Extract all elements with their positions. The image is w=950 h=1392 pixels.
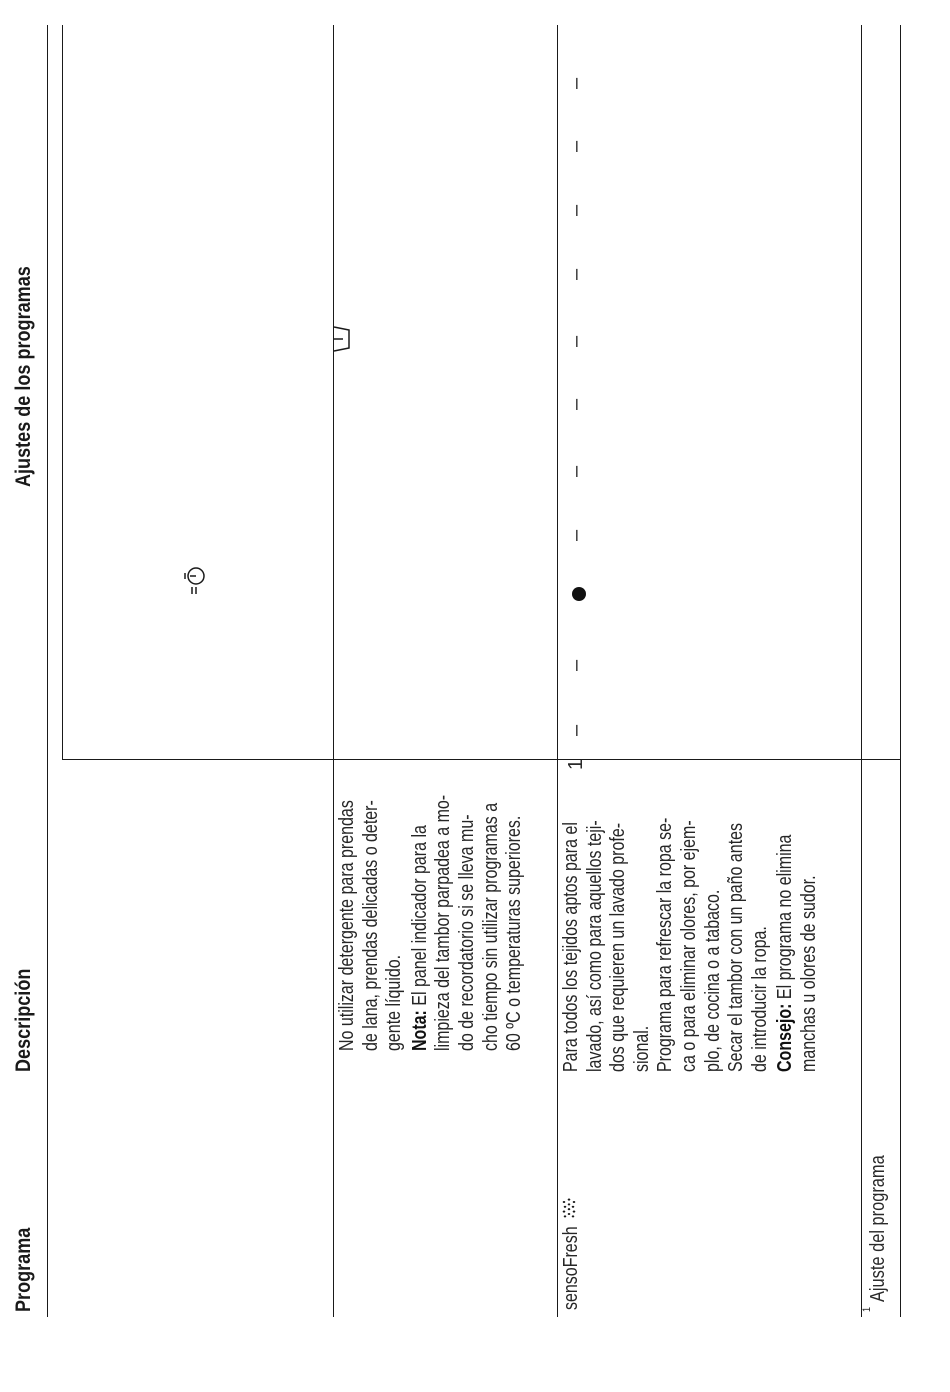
description-line: plo, de cocina o a tabaco. [701, 889, 724, 1072]
description-line: 60 ºC o temperaturas superiores. [503, 815, 526, 1051]
description-line: manchas u olores de sudor. [797, 875, 820, 1072]
footnote [861, 1155, 890, 1312]
description-line: Programa para refrescar la ropa se- [654, 817, 677, 1072]
description-line: lavado, así como para aquellos teji- [583, 820, 606, 1072]
description-line: dos que requieren un lavado profe- [607, 822, 630, 1072]
description-line: cho tiempo sin utilizar programas a [479, 802, 502, 1051]
setting-value: – [565, 204, 587, 216]
description-line: de introducir la ropa. [748, 926, 771, 1072]
rinse-icon [330, 324, 354, 354]
descripcion-header: Descripción [12, 968, 35, 1072]
description-line: Secar el tambor con un paño antes [725, 822, 748, 1072]
footnote-marker: 1 [861, 1306, 874, 1312]
description-line: do de recordatorio si se lleva mu- [455, 814, 478, 1051]
sensofresh-icon [562, 1198, 578, 1219]
setting-value: – [565, 140, 587, 152]
setting-value: 1 [565, 758, 587, 770]
row-divider [333, 25, 334, 1317]
description-line: No utilizar detergente para prendas [336, 800, 358, 1051]
settings-header-rule [62, 25, 63, 760]
description-line: de lana, prendas delicadas o deter- [359, 800, 382, 1051]
ajustes-header: Ajustes de los programas [12, 266, 35, 487]
nota-label: Nota: [408, 1010, 431, 1051]
table-bottom-rule [861, 25, 862, 1317]
consejo-line [774, 818, 798, 1072]
programa-header: Programa [12, 1227, 35, 1312]
nota-text: El panel indicador para la [408, 825, 431, 1011]
description-line: limpieza del tambor parpadea a mo- [432, 794, 455, 1051]
description-line: gente líquido. [383, 954, 406, 1051]
description-line: ca o para eliminar olores, por ejem- [677, 820, 700, 1072]
setting-value: – [565, 529, 587, 541]
setting-value: – [565, 398, 587, 410]
footnote-bottom-rule [900, 25, 901, 1317]
description-line: Para todos los tejidos aptos para el [560, 822, 582, 1072]
description-line: sional. [630, 1025, 653, 1072]
top-rule [47, 25, 48, 1317]
speed-timer-icon [182, 562, 208, 596]
program-name-sensofresh [560, 1198, 584, 1310]
program-name: sensoFresh [560, 1226, 582, 1310]
row1-description [336, 795, 527, 1051]
consejo-label: Consejo: [774, 1003, 797, 1072]
nota-line [409, 795, 433, 1051]
setting-value: – [565, 268, 587, 280]
setting-value: – [565, 335, 587, 347]
setting-value: – [565, 77, 587, 89]
settings-column-rule [62, 759, 900, 760]
setting-dot [572, 587, 586, 601]
setting-value: – [565, 724, 587, 736]
consejo-text: El programa no elimina [774, 834, 797, 1004]
row-divider-2 [557, 25, 558, 1317]
footnote-text: Ajuste del programa [867, 1155, 889, 1303]
row2-description [560, 818, 822, 1072]
setting-value: – [565, 465, 587, 477]
setting-value: – [565, 659, 587, 671]
